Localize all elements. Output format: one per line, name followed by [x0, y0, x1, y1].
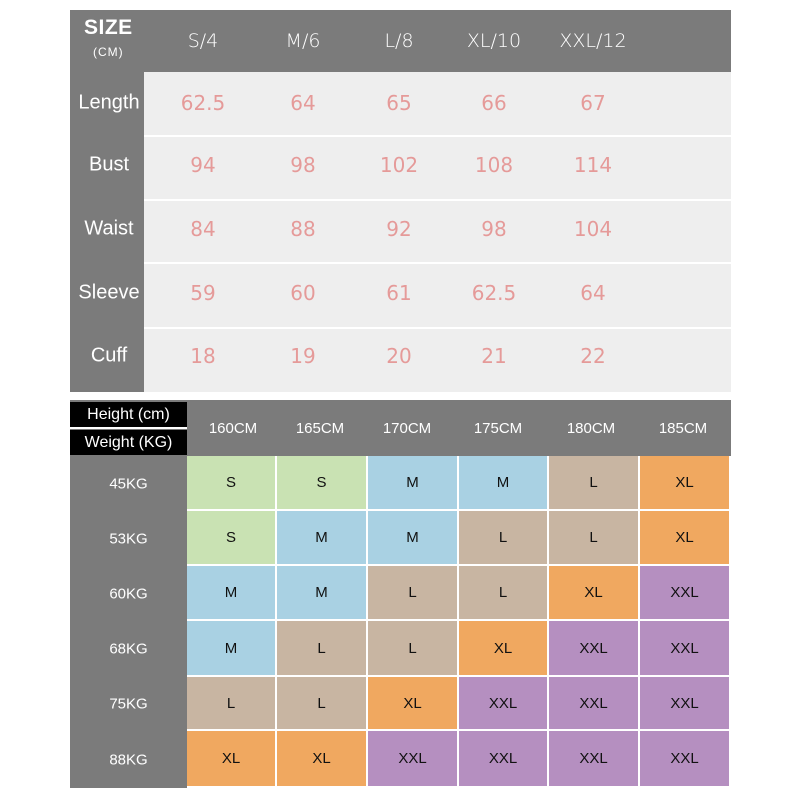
measurement-value: 61 [386, 281, 412, 305]
measurement-value: 21 [481, 344, 507, 368]
size-recommendation-cell: L [187, 677, 277, 731]
measurement-value: 67 [580, 91, 606, 115]
height-column-header: 185CM [658, 420, 708, 437]
measurement-value: 88 [290, 217, 316, 241]
size-recommendation-cell: XXL [640, 621, 731, 677]
height-column-header: 180CM [566, 420, 616, 437]
measurement-value: 104 [573, 217, 613, 241]
size-recommendation-cell: S [277, 456, 368, 511]
measurement-value: 66 [481, 91, 507, 115]
size-column-header: S/4 [187, 30, 219, 52]
size-recommendation-cell: L [368, 566, 459, 621]
height-column-header: 160CM [208, 420, 258, 437]
size-recommendation-cell: XXL [549, 731, 640, 788]
size-recommendation-cell: M [277, 511, 368, 566]
measurement-value: 108 [474, 153, 514, 177]
size-recommendation-cell: L [549, 511, 640, 566]
weight-row-label: 68KG [109, 640, 148, 658]
size-recommendation-cell: M [187, 621, 277, 677]
measurement-value: 84 [190, 217, 216, 241]
measurement-value: 22 [580, 344, 606, 368]
weight-row-label: 60KG [109, 585, 148, 602]
measurement-value: 65 [386, 91, 412, 115]
size-table-unit: (CM) [93, 45, 124, 59]
size-column-header: XXL/12 [559, 30, 627, 52]
measurement-value: 62.5 [471, 281, 517, 305]
size-recommendation-cell: XL [277, 731, 368, 788]
size-recommendation-cell: XL [368, 677, 459, 731]
size-table-row-separator [144, 199, 731, 201]
size-recommendation-cell: M [459, 456, 549, 511]
size-recommendation-table [70, 400, 731, 788]
height-axis-label: Height (cm) [70, 402, 187, 427]
size-recommendation-cell: S [187, 511, 277, 566]
height-column-header: 165CM [295, 420, 345, 437]
size-measurement-table [70, 10, 731, 392]
size-recommendation-cell: M [277, 566, 368, 621]
size-table-row-separator [144, 327, 731, 329]
size-recommendation-cell: S [187, 456, 277, 511]
measurement-row-label: Bust [88, 153, 130, 176]
weight-row-label: 53KG [109, 530, 148, 547]
size-table-title: SIZE [84, 16, 133, 39]
measurement-value: 114 [573, 153, 613, 177]
size-column-header: L/8 [384, 30, 414, 52]
size-recommendation-cell: L [459, 566, 549, 621]
size-recommendation-cell: XXL [549, 621, 640, 677]
height-weight-divider [70, 427, 187, 429]
measurement-value: 18 [190, 344, 216, 368]
measurement-row-label: Length [78, 91, 140, 114]
size-recommendation-cell: L [277, 621, 368, 677]
size-recommendation-cell: XXL [459, 731, 549, 788]
size-recommendation-cell: XL [640, 456, 731, 511]
size-column-header: XL/10 [466, 30, 522, 52]
size-table-row-separator [144, 135, 731, 137]
weight-axis-label: Weight (KG) [70, 430, 187, 455]
height-column-header: 170CM [382, 420, 432, 437]
measurement-value: 19 [290, 344, 316, 368]
size-recommendation-cell: L [459, 511, 549, 566]
measurement-row-label: Cuff [90, 344, 128, 367]
size-recommendation-cell: XL [640, 511, 731, 566]
size-recommendation-cell: M [368, 511, 459, 566]
measurement-value: 64 [580, 281, 606, 305]
measurement-value: 62.5 [180, 91, 226, 115]
measurement-value: 94 [190, 153, 216, 177]
size-recommendation-cell: L [549, 456, 640, 511]
size-recommendation-cell: XXL [549, 677, 640, 731]
measurement-value: 102 [379, 153, 419, 177]
measurement-value: 60 [290, 281, 316, 305]
measurement-value: 92 [386, 217, 412, 241]
size-recommendation-cell: XL [549, 566, 640, 621]
weight-row-label: 88KG [109, 751, 148, 768]
size-recommendation-cell: XXL [640, 566, 731, 621]
size-recommendation-cell: L [368, 621, 459, 677]
measurement-value: 64 [290, 91, 316, 115]
size-recommendation-cell: XXL [640, 677, 731, 731]
measurement-value: 20 [386, 344, 412, 368]
size-table-row-separator [144, 262, 731, 264]
size-recommendation-cell: XL [187, 731, 277, 788]
size-recommendation-cell: XXL [640, 731, 731, 788]
size-column-header: M/6 [285, 30, 321, 52]
size-recommendation-cell: XXL [368, 731, 459, 788]
size-recommendation-cell: XL [459, 621, 549, 677]
size-recommendation-cell: L [277, 677, 368, 731]
height-column-header: 175CM [473, 420, 523, 437]
measurement-value: 59 [190, 281, 216, 305]
size-recommendation-cell: M [368, 456, 459, 511]
measurement-value: 98 [290, 153, 316, 177]
size-recommendation-cell: XXL [459, 677, 549, 731]
measurement-row-label: Sleeve [78, 281, 140, 304]
weight-row-label: 45KG [109, 475, 148, 492]
measurement-row-label: Waist [84, 217, 134, 240]
size-recommendation-cell: M [187, 566, 277, 621]
measurement-value: 98 [481, 217, 507, 241]
weight-row-label: 75KG [109, 695, 148, 713]
